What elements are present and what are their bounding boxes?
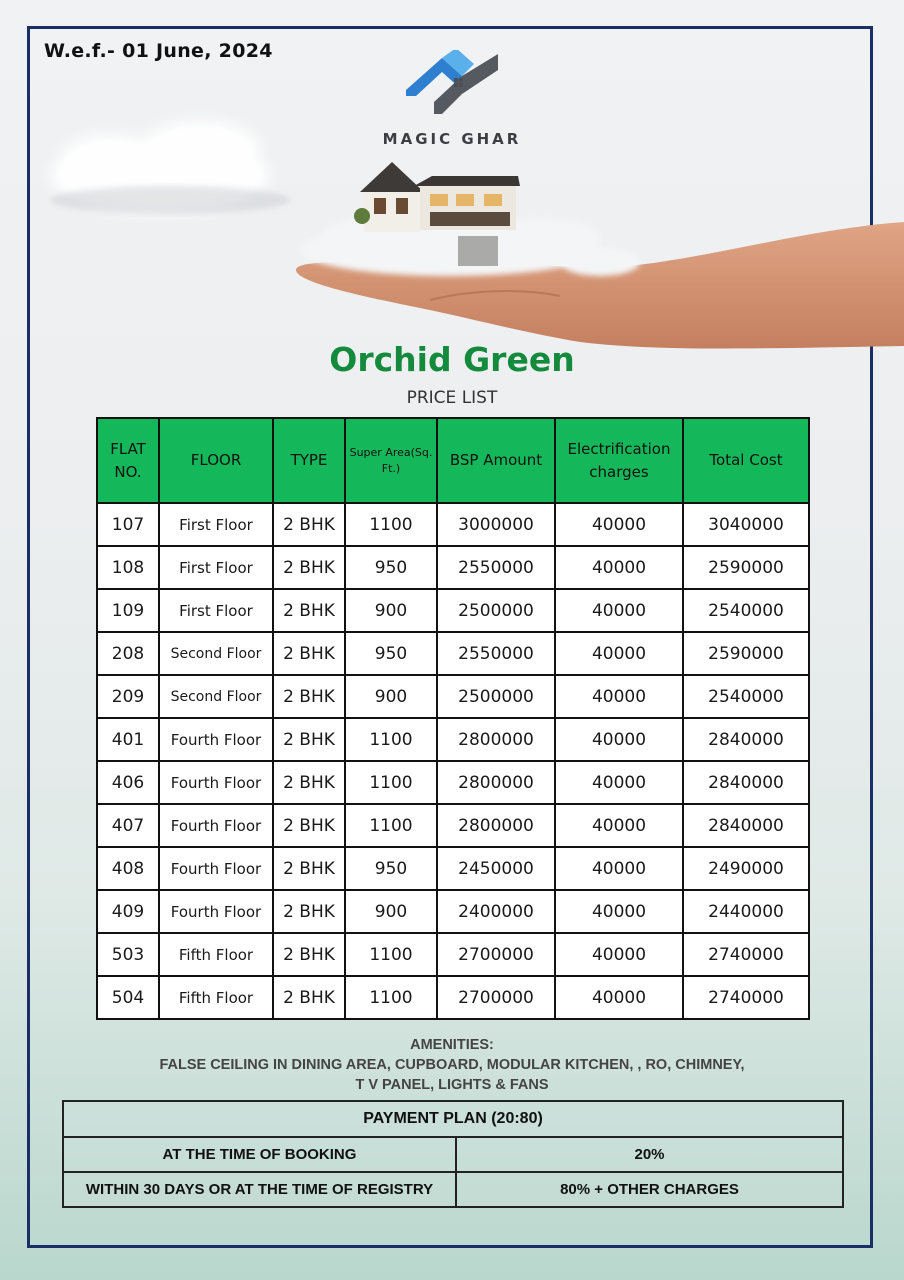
super-area: 950 [345,546,437,589]
electrification: 40000 [555,804,683,847]
type: 2 BHK [273,718,345,761]
price-table-header [97,418,809,503]
flat-no: 109 [97,589,159,632]
electrification: 40000 [555,890,683,933]
total-cost: 2840000 [683,718,809,761]
type: 2 BHK [273,933,345,976]
floor: Fifth Floor [159,976,273,1019]
super-area: 950 [345,847,437,890]
type: 2 BHK [273,847,345,890]
type: 2 BHK [273,546,345,589]
table-row [97,675,809,718]
bsp-amount: 2800000 [437,804,555,847]
super-area: 1100 [345,804,437,847]
electrification: 40000 [555,503,683,546]
header-type: TYPE [273,418,345,503]
super-area: 1100 [345,503,437,546]
bsp-amount: 2700000 [437,976,555,1019]
price-table [96,417,810,1020]
floor: Fourth Floor [159,890,273,933]
electrification: 40000 [555,675,683,718]
total-cost: 2740000 [683,933,809,976]
bsp-amount: 2500000 [437,589,555,632]
floor: Second Floor [159,632,273,675]
payment-stage: WITHIN 30 DAYS OR AT THE TIME OF REGISTRY [63,1172,456,1207]
header-super-area: Super Area(Sq. Ft.) [345,418,437,503]
type: 2 BHK [273,589,345,632]
total-cost: 2740000 [683,976,809,1019]
electrification: 40000 [555,761,683,804]
amenities-section [0,1035,904,1095]
brand-name: MAGIC GHAR [382,130,522,148]
flat-no: 107 [97,503,159,546]
bsp-amount: 2700000 [437,933,555,976]
super-area: 1100 [345,718,437,761]
table-row [97,933,809,976]
super-area: 1100 [345,761,437,804]
type: 2 BHK [273,976,345,1019]
bsp-amount: 2550000 [437,632,555,675]
payment-plan-header [63,1101,843,1137]
table-row [97,503,809,546]
hand-house-illustration [0,110,904,370]
price-list-label: PRICE LIST [406,388,498,408]
flat-no: 208 [97,632,159,675]
payment-share: 20% [456,1137,843,1172]
effective-date: W.e.f.- 01 June, 2024 [44,40,273,62]
type: 2 BHK [273,675,345,718]
total-cost: 2840000 [683,761,809,804]
bsp-amount: 2450000 [437,847,555,890]
flat-no: 503 [97,933,159,976]
total-cost: 2590000 [683,546,809,589]
payment-stage: AT THE TIME OF BOOKING [63,1137,456,1172]
super-area: 900 [345,890,437,933]
header-bsp-amount: BSP Amount [437,418,555,503]
super-area: 950 [345,632,437,675]
table-row [97,976,809,1019]
bsp-amount: 3000000 [437,503,555,546]
bsp-amount: 2400000 [437,890,555,933]
total-cost: 2490000 [683,847,809,890]
total-cost: 2840000 [683,804,809,847]
super-area: 1100 [345,933,437,976]
bsp-amount: 2500000 [437,675,555,718]
table-row [97,804,809,847]
flat-no: 408 [97,847,159,890]
electrification: 40000 [555,718,683,761]
type: 2 BHK [273,761,345,804]
electrification: 40000 [555,847,683,890]
super-area: 900 [345,589,437,632]
table-row [97,589,809,632]
header-electrification: Electrification charges [555,418,683,503]
total-cost: 2590000 [683,632,809,675]
total-cost: 2440000 [683,890,809,933]
payment-plan-row [63,1137,843,1172]
floor: First Floor [159,503,273,546]
floor: Fifth Floor [159,933,273,976]
electrification: 40000 [555,632,683,675]
electrification: 40000 [555,589,683,632]
floor: Fourth Floor [159,804,273,847]
floor: First Floor [159,546,273,589]
flat-no: 407 [97,804,159,847]
flat-no: 504 [97,976,159,1019]
bsp-amount: 2800000 [437,761,555,804]
header-total-cost: Total Cost [683,418,809,503]
amenities-line-1: FALSE CEILING IN DINING AREA, CUPBOARD, MODULAR KITCHEN, , RO, CHIMNEY, [159,1057,745,1073]
payment-share: 80% + OTHER CHARGES [456,1172,843,1207]
floor: First Floor [159,589,273,632]
floor: Fourth Floor [159,847,273,890]
floor: Second Floor [159,675,273,718]
total-cost: 2540000 [683,589,809,632]
project-title: Orchid Green [329,340,575,379]
table-row [97,847,809,890]
floor: Fourth Floor [159,761,273,804]
type: 2 BHK [273,804,345,847]
header-floor: FLOOR [159,418,273,503]
flat-no: 406 [97,761,159,804]
super-area: 900 [345,675,437,718]
table-row [97,632,809,675]
flat-no: 209 [97,675,159,718]
total-cost: 3040000 [683,503,809,546]
amenities-title: AMENITIES: [410,1037,494,1053]
electrification: 40000 [555,976,683,1019]
electrification: 40000 [555,933,683,976]
type: 2 BHK [273,632,345,675]
table-row [97,761,809,804]
type: 2 BHK [273,890,345,933]
flat-no: 401 [97,718,159,761]
super-area: 1100 [345,976,437,1019]
type: 2 BHK [273,503,345,546]
table-row [97,890,809,933]
electrification: 40000 [555,546,683,589]
flat-no: 409 [97,890,159,933]
payment-plan-table [62,1100,844,1208]
payment-plan-row [63,1172,843,1207]
bsp-amount: 2800000 [437,718,555,761]
table-row [97,546,809,589]
total-cost: 2540000 [683,675,809,718]
floor: Fourth Floor [159,718,273,761]
header-flat-no: FLAT NO. [97,418,159,503]
payment-plan-title: PAYMENT PLAN (20:80) [63,1101,843,1137]
amenities-line-2: T V PANEL, LIGHTS & FANS [355,1077,549,1093]
flat-no: 108 [97,546,159,589]
bsp-amount: 2550000 [437,546,555,589]
table-row [97,718,809,761]
